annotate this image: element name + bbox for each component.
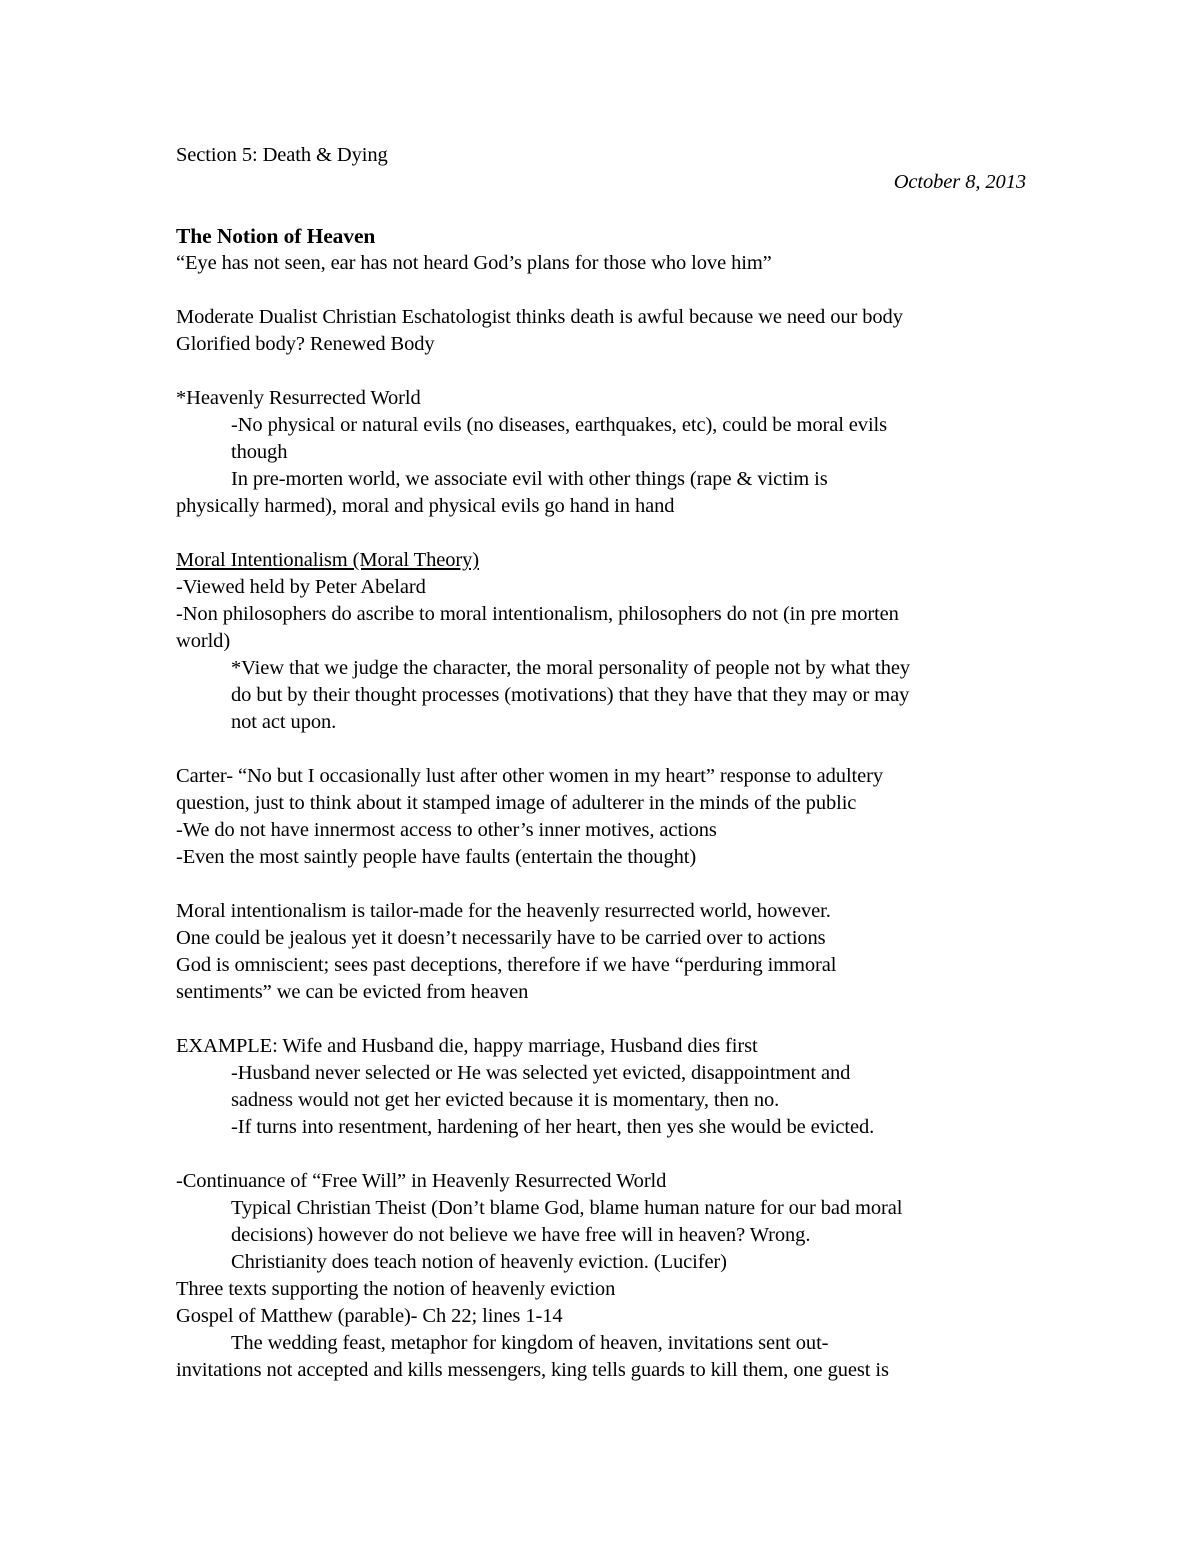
paragraph-line: world) xyxy=(176,630,231,652)
spacer xyxy=(176,1141,1026,1168)
spacer xyxy=(176,871,1026,898)
paragraph-line: decisions) however do not believe we have free will in heaven? Wrong. xyxy=(231,1224,811,1246)
page-title: The Notion of Heaven xyxy=(176,224,376,248)
paragraph-line: though xyxy=(231,441,288,463)
spacer xyxy=(176,736,1026,763)
spacer xyxy=(176,196,1026,223)
paragraph-line: -Viewed held by Peter Abelard xyxy=(176,576,426,598)
paragraph-line: physically harmed), moral and physical evils go hand in hand xyxy=(176,495,675,517)
paragraph-line: The wedding feast, metaphor for kingdom of heaven, invitations sent out- xyxy=(231,1332,829,1354)
paragraph-line: question, just to think about it stamped image of adulterer in the minds of the public xyxy=(176,792,857,814)
spacer xyxy=(176,277,1026,304)
document-body xyxy=(176,142,1026,1384)
paragraph-line: Moderate Dualist Christian Eschatologist thinks death is awful because we need our body xyxy=(176,306,903,328)
paragraph-line: Glorified body? Renewed Body xyxy=(176,333,435,355)
paragraph-line: Three texts supporting the notion of heavenly eviction xyxy=(176,1278,616,1300)
paragraph-line: -If turns into resentment, hardening of her heart, then yes she would be evicted. xyxy=(231,1116,875,1138)
paragraph-line: -We do not have innermost access to other’s inner motives, actions xyxy=(176,819,717,841)
paragraph-line: In pre-morten world, we associate evil with other things (rape & victim is xyxy=(231,468,828,490)
paragraph-line: -Non philosophers do ascribe to moral intentionalism, philosophers do not (in pre morten xyxy=(176,603,899,625)
paragraph-line: sadness would not get her evicted because it is momentary, then no. xyxy=(231,1089,780,1111)
paragraph-line: -Husband never selected or He was selected yet evicted, disappointment and xyxy=(231,1062,851,1084)
paragraph-line: invitations not accepted and kills messengers, king tells guards to kill them, one guest is xyxy=(176,1359,889,1381)
example-heading: EXAMPLE: Wife and Husband die, happy marriage, Husband dies first xyxy=(176,1035,758,1057)
paragraph-line: Christianity does teach notion of heavenly eviction. (Lucifer) xyxy=(231,1251,727,1273)
paragraph-line: Carter- “No but I occasionally lust after other women in my heart” response to adultery xyxy=(176,765,884,787)
paragraph-line: -Even the most saintly people have faults (entertain the thought) xyxy=(176,846,697,868)
paragraph-line: One could be jealous yet it doesn’t necessarily have to be carried over to actions xyxy=(176,927,826,949)
paragraph-line: do but by their thought processes (motivations) that they have that they may or may xyxy=(231,684,910,706)
spacer xyxy=(176,358,1026,385)
heavenly-world-heading: *Heavenly Resurrected World xyxy=(176,387,421,409)
document-date: October 8, 2013 xyxy=(893,171,1026,193)
paragraph-line: sentiments” we can be evicted from heaven xyxy=(176,981,529,1003)
free-will-heading: -Continuance of “Free Will” in Heavenly Resurrected World xyxy=(176,1170,667,1192)
paragraph-line: Moral intentionalism is tailor-made for the heavenly resurrected world, however. xyxy=(176,900,831,922)
spacer xyxy=(176,520,1026,547)
spacer xyxy=(176,1006,1026,1033)
paragraph-line: Typical Christian Theist (Don’t blame God, blame human nature for our bad moral xyxy=(231,1197,903,1219)
paragraph-line: not act upon. xyxy=(231,711,337,733)
paragraph-line: Gospel of Matthew (parable)- Ch 22; lines 1-14 xyxy=(176,1305,563,1327)
moral-intentionalism-heading: Moral Intentionalism (Moral Theory) xyxy=(176,549,479,571)
section-label: Section 5: Death & Dying xyxy=(176,144,388,166)
paragraph-line: -No physical or natural evils (no diseases, earthquakes, etc), could be moral evils xyxy=(231,414,888,436)
paragraph-line: *View that we judge the character, the moral personality of people not by what they xyxy=(231,657,911,679)
paragraph-line: God is omniscient; sees past deceptions, therefore if we have “perduring immoral xyxy=(176,954,837,976)
opening-quote: “Eye has not seen, ear has not heard God’s plans for those who love him” xyxy=(176,252,772,274)
